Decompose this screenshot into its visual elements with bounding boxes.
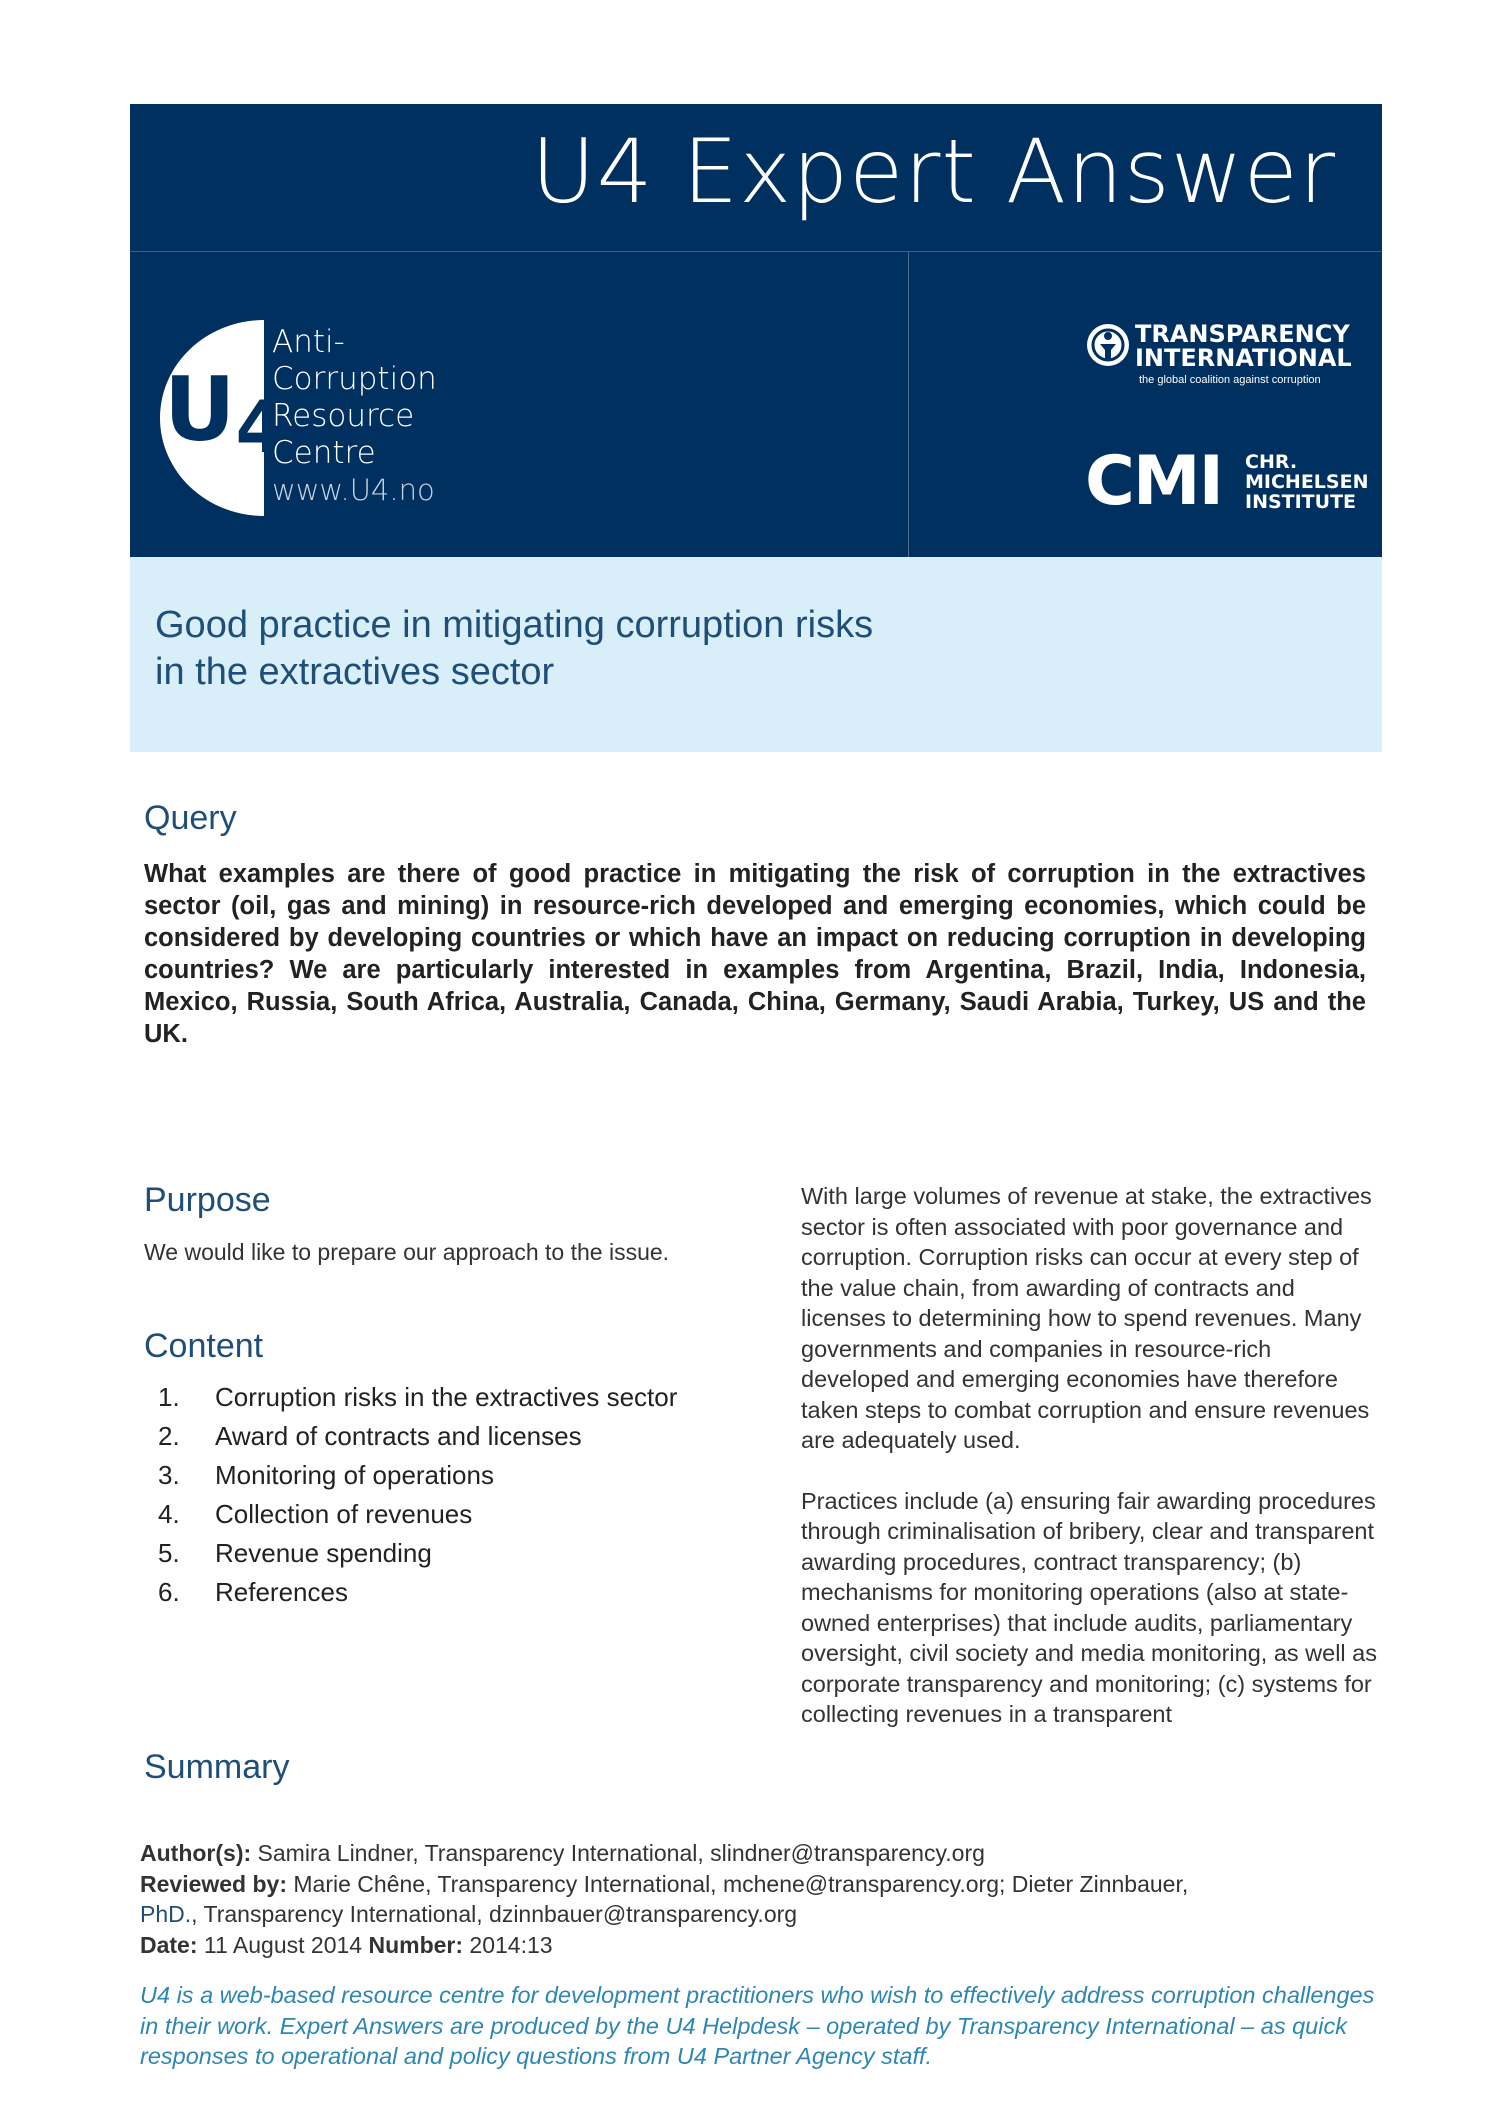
query-text: What examples are there of good practice in mitigating the risk of corruption in the extractives sector (oil, gas and mining) in resource-rich developed and emerging economies, which could be considered by developing countries or which have an impact on reducing corruption in developing countries? We are particularly interested in examples from Argentina, Brazil, India, Indonesia, Mexico, Russia, South Africa, Australia, Canada, China, Germany, Saudi Arabia, Turkey, US and the UK. [144,860,1366,1048]
reviewed-value-cont: , Transparency International, dzinnbauer@transparency.org [191,1901,798,1927]
authors-value: Samira Lindner, Transparency International, slindner@transparency.org [257,1840,985,1866]
content-item[interactable]: 2. Award of contracts and licenses [158,1421,582,1451]
content-item[interactable]: 6. References [158,1577,348,1607]
summary-heading: Summary [144,1748,290,1786]
u4-logo-line: Anti- [272,324,345,360]
u4-mark: $U_4$ [164,358,286,469]
purpose-heading: Purpose [144,1181,271,1219]
banner-title: U4 Expert Answer [531,120,1336,223]
reviewed-phd: PhD. [140,1901,192,1927]
header-banner [130,104,1382,252]
summary-paragraph: With large volumes of revenue at stake, the extractives sector is often associated with poor governance and corruption. Corruption risks can occur at every step of the value chain, from awarding of contracts and licenses to determining how to spend revenues. Many governments and companies in resource-rich developed and emerging economies have therefore taken steps to combat corruption and ensure revenues are adequately used. [801,1183,1372,1453]
ti-name-line1: TRANSPARENCY [1135,320,1350,348]
title-band [130,557,1382,752]
cmi-name [1245,452,1368,512]
summary-paragraph: Practices include (a) ensuring fair awarding procedures through criminalisation of bribery, clear and transparent awarding procedures, contract transparency; (b) mechanisms for monitoring operations (also at state-owned enterprises) that include audits, parliamentary oversight, civil society and media monitoring, as well as corporate transparency and monitoring; (c) systems for collecting revenues in a transparent [801,1487,1378,1727]
query-heading: Query [144,799,237,837]
cmi-name-line: MICHELSEN [1245,471,1369,493]
cmi-mark: CMI [1085,442,1222,521]
document-title-line1: Good practice in mitigating corruption risks [155,604,874,646]
cmi-logo[interactable] [1085,442,1369,521]
content-item[interactable]: 4. Collection of revenues [158,1499,473,1529]
content-list [144,1381,684,1615]
u4-logo-line: Centre [272,435,376,471]
ti-name [1135,322,1352,370]
reviewed-line [140,1869,1380,1930]
number-value: 2014:13 [469,1931,553,1958]
content-heading: Content [144,1327,264,1365]
content-item[interactable]: 5. Revenue spending [158,1538,432,1568]
u4-logo-text [272,324,437,509]
ti-tagline: the global coalition against corruption [1139,374,1321,386]
transparency-international-logo[interactable] [1085,322,1355,392]
number-label: Number: [368,1931,464,1958]
u4-logo-line: Resource [272,398,415,434]
date-value: 11 August 2014 [203,1931,363,1958]
cmi-name-line: CHR. [1245,451,1298,473]
content-item[interactable]: 3. Monitoring of operations [158,1460,494,1490]
ti-name-line2: INTERNATIONAL [1135,344,1352,372]
logo-banner [130,252,1382,557]
cmi-name-line: INSTITUTE [1245,491,1357,513]
document-title [155,602,1055,696]
footer-note: U4 is a web-based resource centre for development practitioners who wish to effectively address corruption challenges in their work. Expert Answers are produced by the U4 Helpdesk – operated by Transparency International – as quick responses to operational and policy questions from U4 Partner Agency staff. [140,1982,1375,2069]
summary-column [801,1181,1377,1760]
content-item[interactable]: 1. Corruption risks in the extractives sector [158,1382,678,1412]
authors-label: Author(s): [140,1840,252,1866]
reviewed-value: Marie Chêne, Transparency International, mchene@transparency.org; Dieter Zinnbauer, [293,1870,1189,1897]
banner-divider [908,252,909,557]
document-title-line2: in the extractives sector [155,651,555,693]
reviewed-label: Reviewed by: [140,1870,287,1897]
date-line [140,1930,1380,1961]
u4-logo[interactable] [160,320,470,520]
u4-logo-url[interactable]: www.U4.no [272,473,435,507]
purpose-text: We would like to prepare our approach to the issue. [144,1239,670,1265]
date-label: Date: [140,1931,198,1958]
document-metadata [140,1838,1380,1960]
ti-globe-icon [1085,322,1131,368]
u4-logo-line: Corruption [272,361,437,397]
authors-line [140,1838,1380,1869]
